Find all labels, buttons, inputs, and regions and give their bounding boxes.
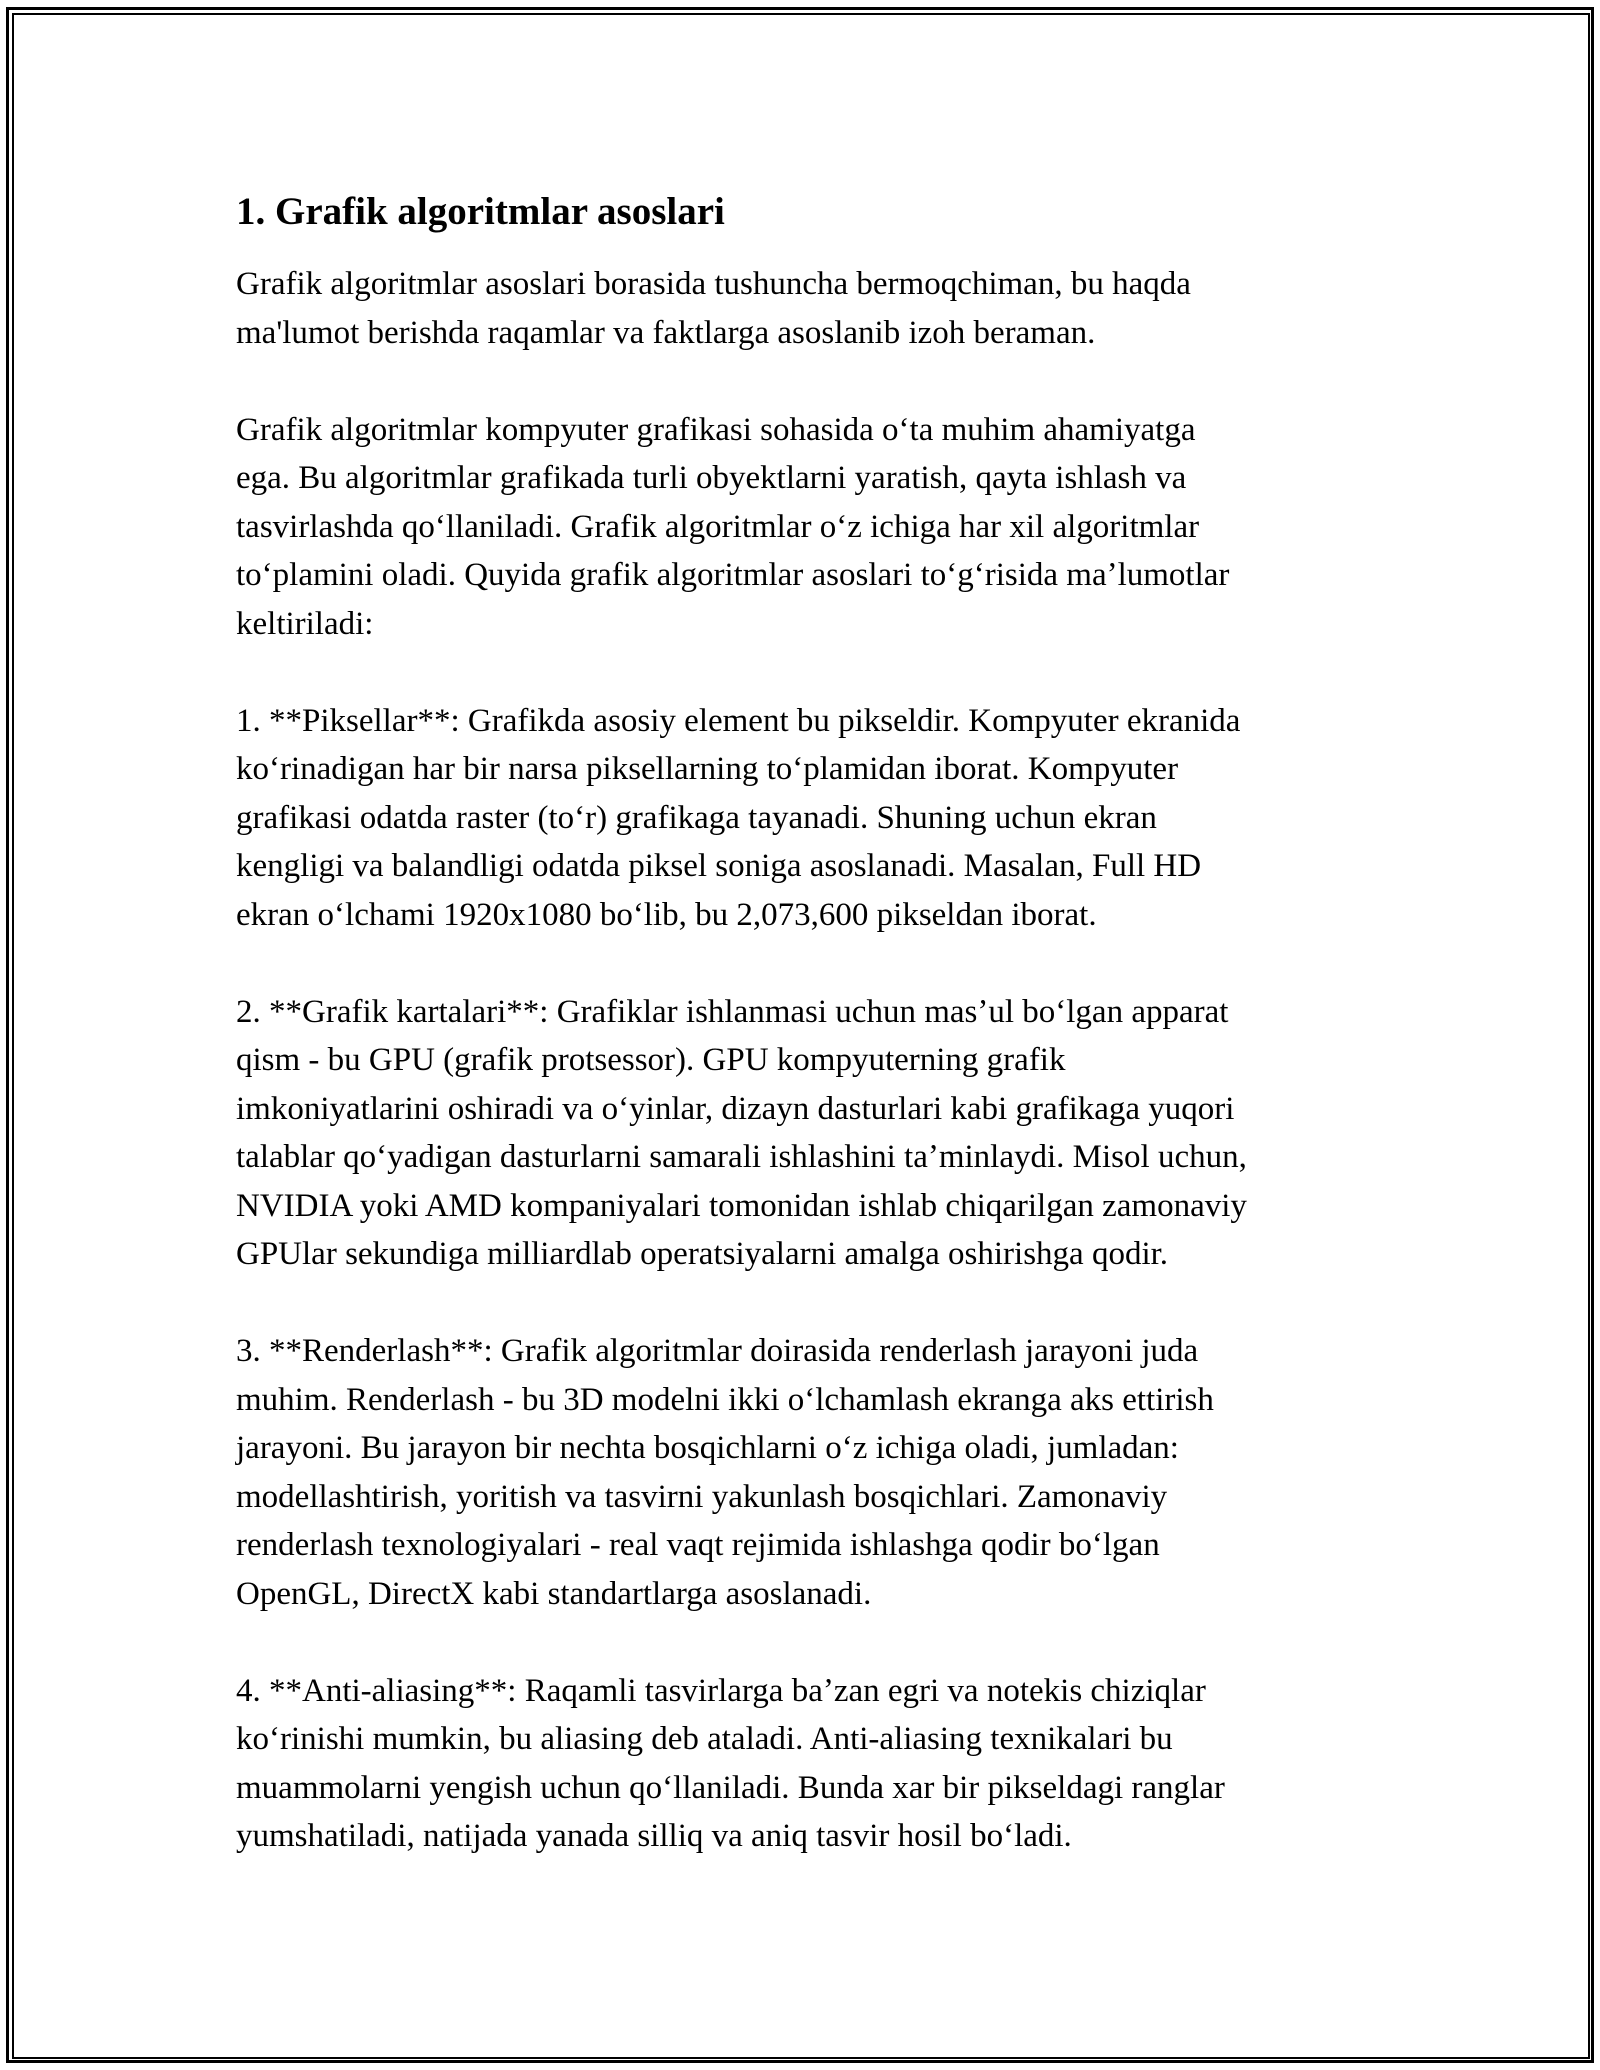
rendering-paragraph: 3. **Renderlash**: Grafik algoritmlar doirasida renderlash jarayoni juda muhim. Renderlash - bu 3D modelni ikki oʻlchamlash ekranga aks ettirish jarayoni. Bu jarayon bir nechta bosqichlarni oʻz ichiga oladi, jumladan: modellashtirish, yoritish va tasvirni yakunlash bosqichlari. Zamonaviy renderlash texnologiyalari - real vaqt rejimida ishlashga qodir boʻlgan OpenGL, DirectX kabi standartlarga asoslanadi. [236,1333,1214,1612]
section-heading: 1. Grafik algoritmlar asoslari [236,190,725,233]
document-body [236,188,1381,1861]
graphics-cards-paragraph: 2. **Grafik kartalari**: Grafiklar ishlanmasi uchun masʼul boʻlgan apparat qism - bu GPU (grafik protsessor). GPU kompyuterning grafik imkoniyatlarini oshiradi va oʻyinlar, dizayn dasturlari kabi grafikaga yuqori talablar qoʻyadigan dasturlarni samarali ishlashini taʼminlaydi. Misol uchun, NVIDIA yoki AMD kompaniyalari tomonidan ishlab chiqarilgan zamonaviy GPUlar sekundiga milliardlab operatsiyalarni amalga oshirishga qodir. [236,993,1247,1272]
anti-aliasing-paragraph: 4. **Anti-aliasing**: Raqamli tasvirlarga baʼzan egri va notekis chiziqlar koʻrinishi mumkin, bu aliasing deb ataladi. Anti-aliasing texnikalari bu muammolarni yengish uchun qoʻllaniladi. Bunda xar bir pikseldagi ranglar yumshatiladi, natijada yanada silliq va aniq tasvir hosil boʻladi. [236,1672,1225,1854]
pixels-paragraph: 1. **Piksellar**: Grafikda asosiy element bu pikseldir. Kompyuter ekranida koʻrinadigan har bir narsa piksellarning toʻplamidan iborat. Kompyuter grafikasi odatda raster (toʻr) grafikaga tayanadi. Shuning uchun ekran kengligi va balandligi odatda piksel soniga asoslanadi. Masalan, Full HD ekran oʻlchami 1920x1080 boʻlib, bu 2,073,600 pikseldan iborat. [236,702,1241,933]
intro-paragraph: Grafik algoritmlar asoslari borasida tushuncha bermoqchiman, bu haqda ma'lumot berishda raqamlar va faktlarga asoslanib izoh beraman. [236,266,1191,351]
overview-paragraph: Grafik algoritmlar kompyuter grafikasi sohasida oʻta muhim ahamiyatga ega. Bu algoritmlar grafikada turli obyektlarni yaratish, qayta ishlash va tasvirlashda qoʻllaniladi. Grafik algoritmlar oʻz ichiga har xil algoritmlar toʻplamini oladi. Quyida grafik algoritmlar asoslari toʻgʻrisida maʼlumotlar keltiriladi: [236,411,1230,642]
